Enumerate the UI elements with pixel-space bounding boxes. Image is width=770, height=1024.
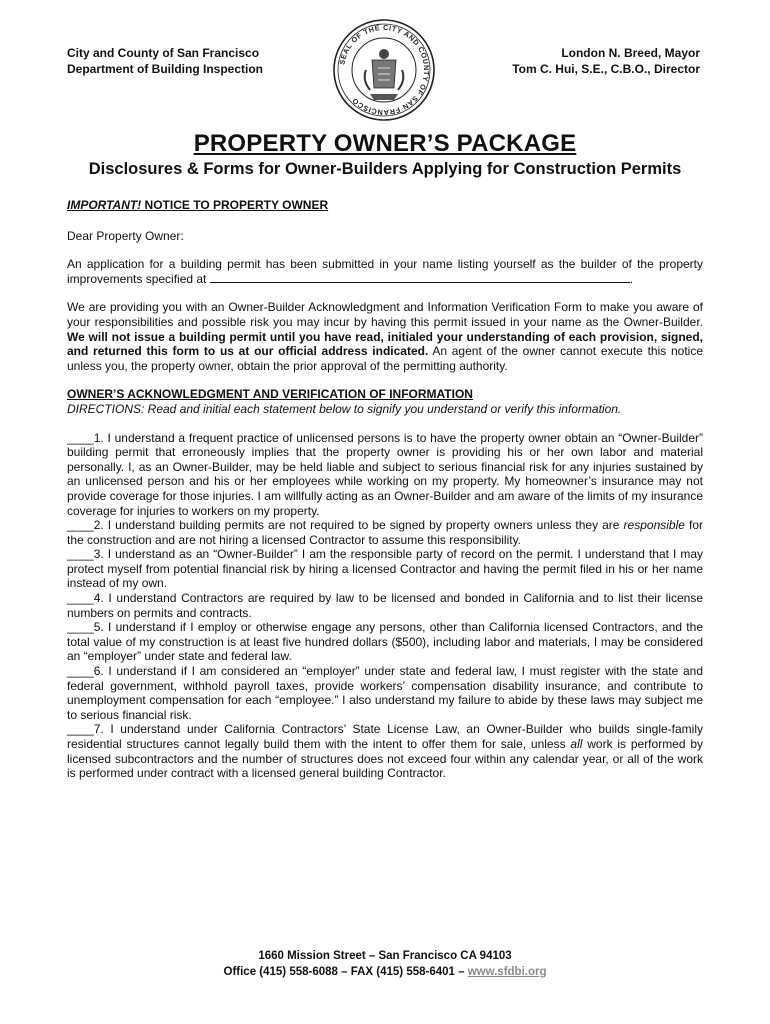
statement-3: ____3. I understand as an “Owner-Builder” I am the responsible party of record on the permit. I understand that I may protect myself from potential financial risk by hiring a licensed Contractor and having the permit filed in his or her name instead of my own.	[67, 547, 703, 591]
page-footer	[0, 948, 770, 980]
notice-paragraph-2: We are providing you with an Owner-Builder Acknowledgment and Information Verification Form to make you aware of your responsibilities and possible risk you may incur by having this permit issued in your name as the Owner-Builder. We will not issue a building permit until you have read, initialed your understanding of each provision, signed, and returned this form to us at our official address indicated. An agent of the owner cannot execute this notice unless you, the property owner, obtain the prior approval of the permitting authority.	[67, 300, 703, 373]
statement-6: ____6. I understand if I am considered an “employer” under state and federal law, I must register with the state and federal government, withhold payroll taxes, provide workers’ compensation disability insurance, and contribute to unemployment compensation for each “employee.” I also understand my failure to abide by these laws may subject me to serious financial risk.	[67, 664, 703, 722]
department-name: Department of Building Inspection	[67, 62, 264, 76]
acknowledgment-heading: OWNER’S ACKNOWLEDGMENT AND VERIFICATION OF INFORMATION	[67, 387, 473, 402]
officials-header	[512, 45, 700, 77]
notice-heading-text: NOTICE TO PROPERTY OWNER	[141, 198, 329, 212]
notice-heading	[67, 198, 703, 213]
mayor-name: London N. Breed, Mayor	[561, 46, 700, 60]
city-seal-icon	[332, 18, 436, 122]
page-title: PROPERTY OWNER’S PACKAGE	[193, 130, 577, 157]
svg-text:SEAL OF THE CITY AND COUNTY OF: SEAL OF THE CITY AND COUNTY OF SAN FRANCISCO	[337, 22, 432, 118]
website-link[interactable]: www.sfdbi.org	[467, 966, 547, 978]
important-label: IMPORTANT!	[67, 198, 142, 212]
notice-paragraph-1: An application for a building permit has been submitted in your name listing yourself as the builder of the property improvements specified at .	[67, 257, 703, 286]
statement-7: ____7. I understand under California Contractors’ State License Law, an Owner-Builder who builds single-family residential structures cannot legally build them with the intent to offer them for sale, unless all work is performed by licensed subcontractors and the number of structures does not exceed four within any calendar year, or all of the work is performed under contract with a licensed general building Contractor.	[67, 722, 704, 781]
directions-text: DIRECTIONS: Read and initial each statement below to signify you understand or verify this information.	[67, 401, 622, 416]
address-blank[interactable]	[210, 272, 630, 283]
notice-bold-requirement: We will not issue a building permit until you have read, initialed your understanding of each provision, signed, and returned this form to us at our official address indicated.	[67, 329, 703, 359]
document-body	[67, 198, 703, 781]
salutation: Dear Property Owner:	[67, 228, 184, 243]
department-header	[67, 45, 263, 77]
statement-2: ____2. I understand building permits are not required to be signed by property owners unless they are responsible for the construction and are not hiring a licensed Contractor to assume this responsibility.	[67, 518, 703, 547]
statement-4: ____4. I understand Contractors are required by law to be licensed and bonded in California and to list their license numbers on permits and contracts.	[67, 591, 703, 620]
page-subtitle: Disclosures & Forms for Owner-Builders Applying for Construction Permits	[88, 160, 682, 178]
statement-1: ____1. I understand a frequent practice of unlicensed persons is to have the property owner obtain an “Owner-Builder” building permit that erroneously implies that the property owner is providing his or her own labor and material personally. I, as an Owner-Builder, may be held liable and subject to serious financial risk for any injuries sustained by an unlicensed person and his or her employees while working on my property. My homeowner’s insurance may not provide coverage for those injuries. I am willfully acting as an Owner-Builder and am aware of the limits of my insurance coverage for injuries to workers on my property.	[67, 430, 703, 518]
director-name: Tom C. Hui, S.E., C.B.O., Director	[512, 62, 700, 76]
statement-5: ____5. I understand if I employ or otherwise engage any persons, other than California licensed Contractors, and the total value of my construction is at least five hundred dollars ($500), including labor and materials, I may be considered an “employer” under state and federal law.	[67, 620, 703, 664]
office-address: 1660 Mission Street – San Francisco CA 94103	[258, 950, 512, 962]
contact-line: Office (415) 558-6088 – FAX (415) 558-6401 – www.sfdbi.org	[223, 966, 547, 978]
city-county-name: City and County of San Francisco	[67, 46, 260, 60]
